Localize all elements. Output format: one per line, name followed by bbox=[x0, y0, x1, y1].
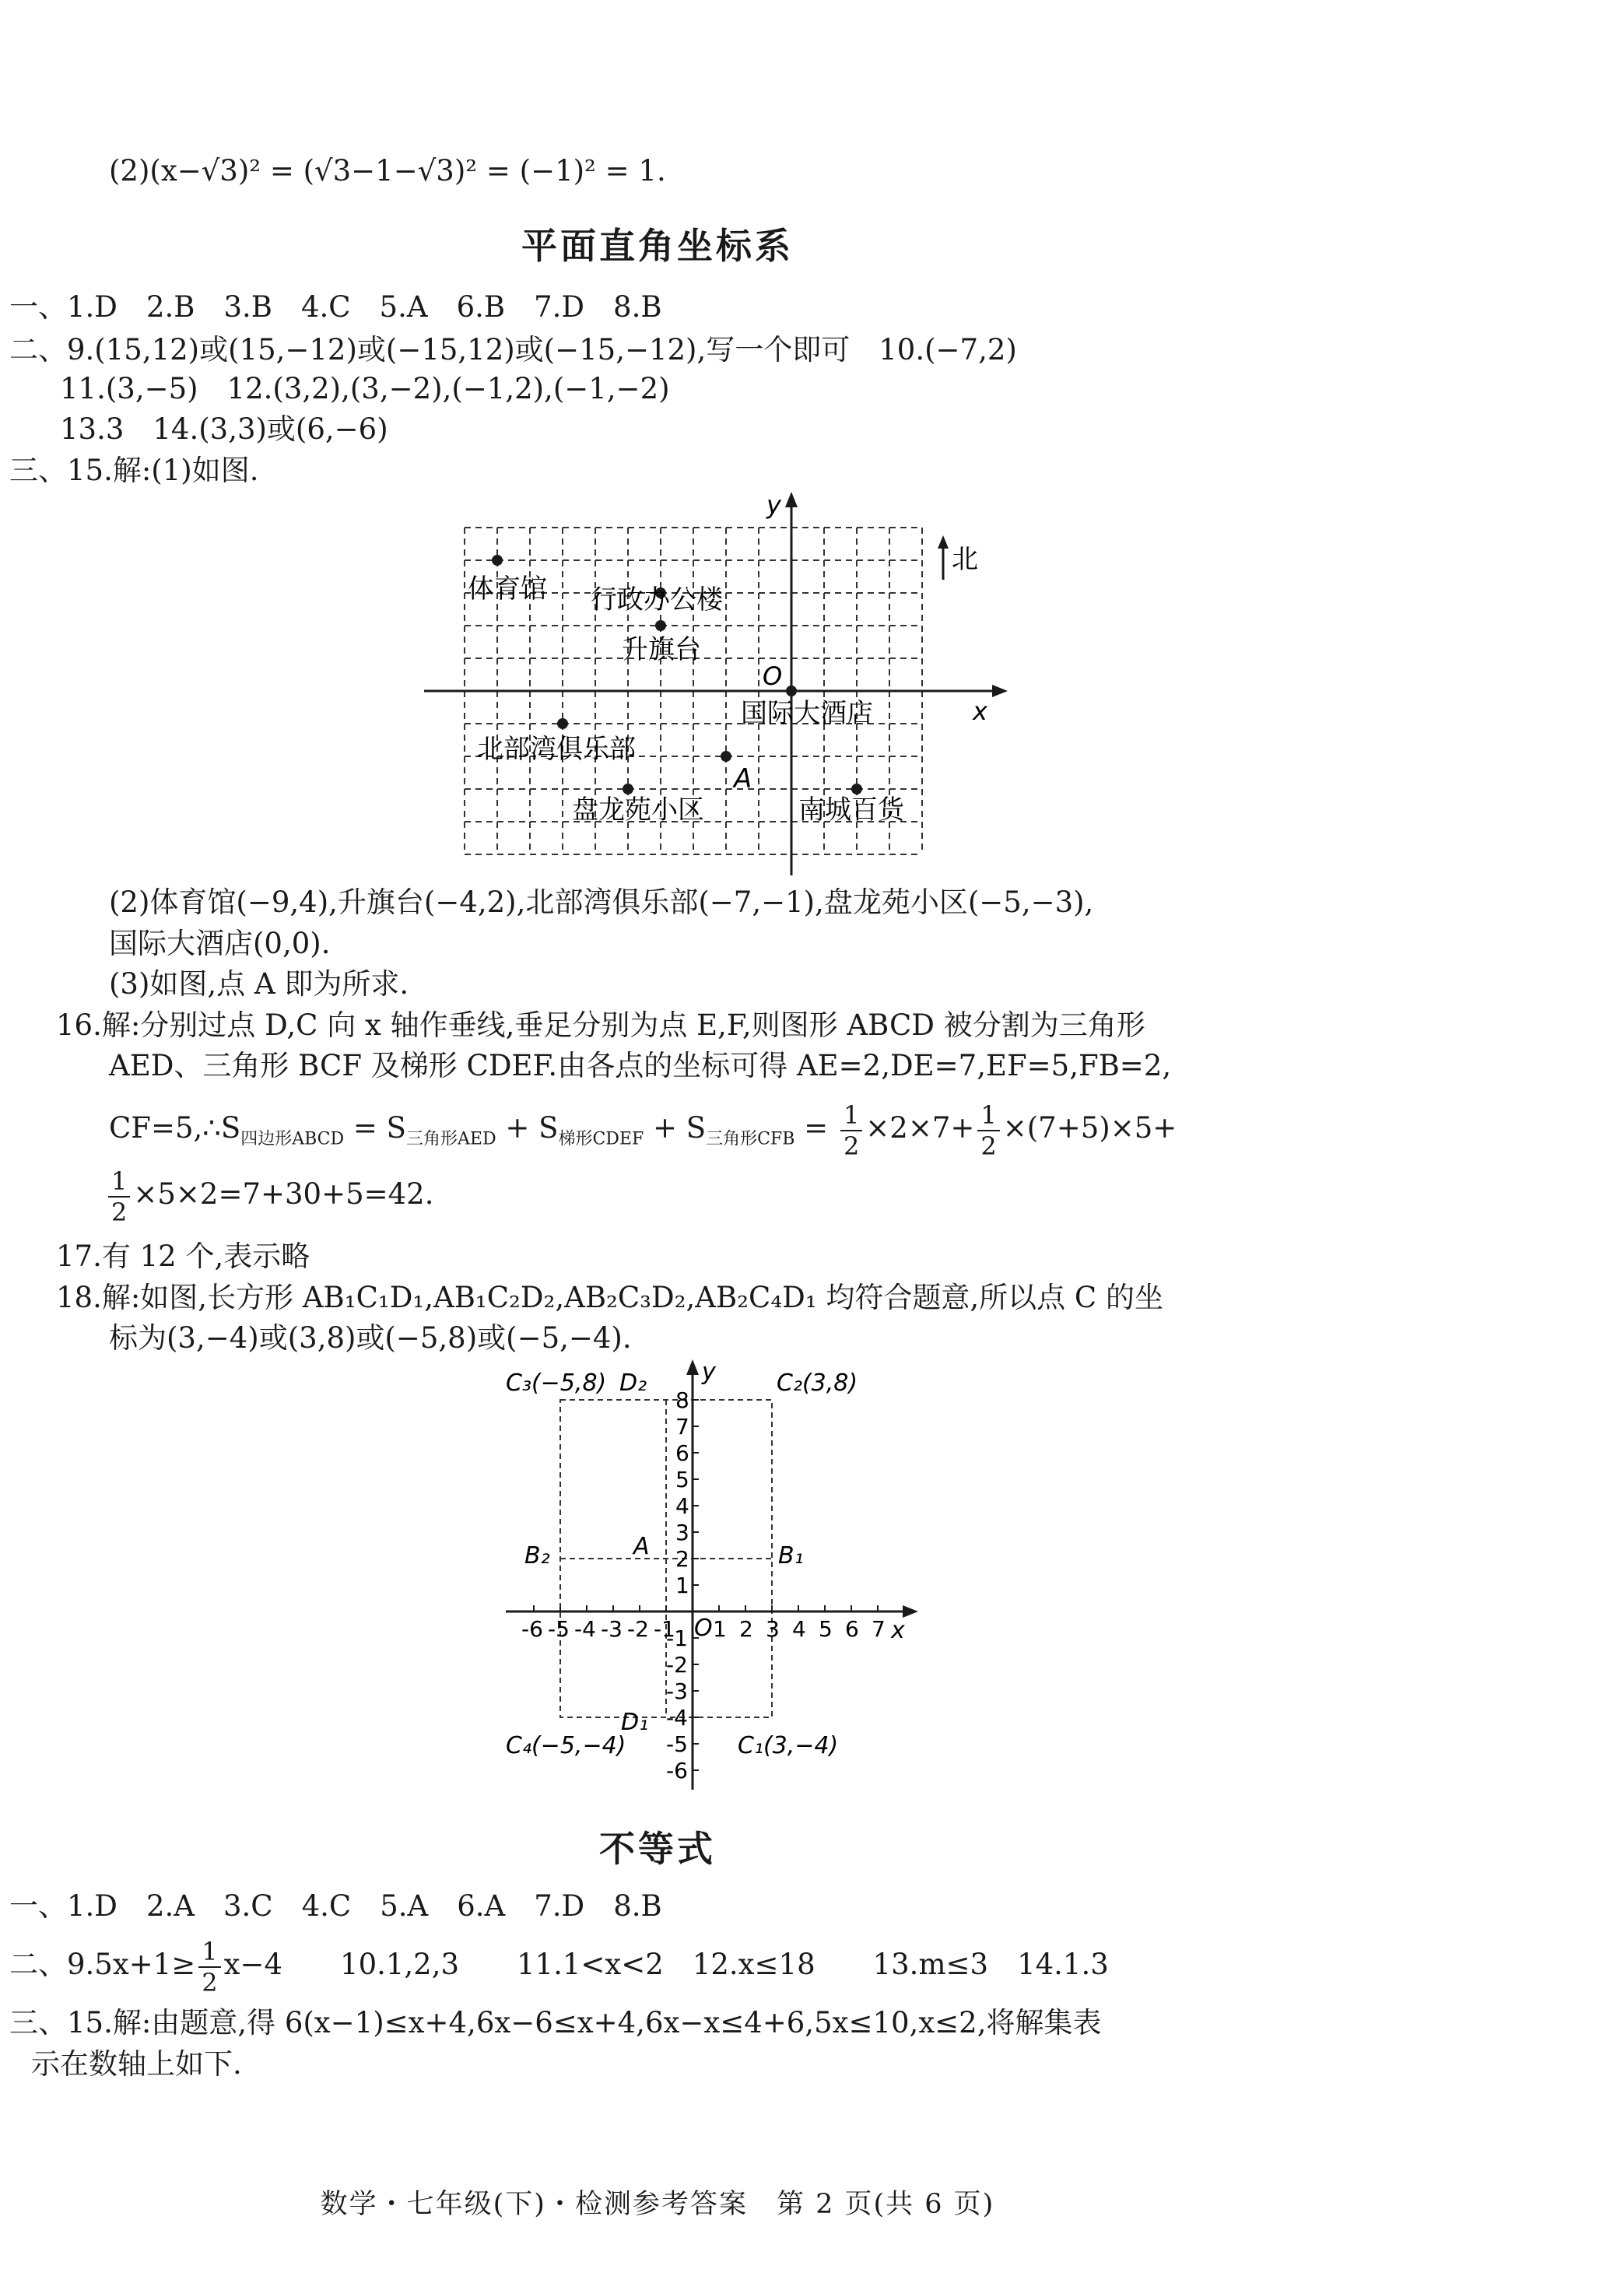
north-arrowhead-icon bbox=[938, 535, 949, 549]
map-place-label: 盘龙苑小区 bbox=[572, 794, 704, 826]
graph-ticks bbox=[521, 1387, 886, 1783]
graph-x-tick-label: 1 bbox=[713, 1616, 727, 1642]
answer-line: 一、1.D 2.B 3.B 4.C 5.A 6.B 7.D 8.B bbox=[9, 290, 662, 324]
graph-x-tick-label: 2 bbox=[739, 1616, 753, 1642]
formula-text: 二、9.5x+1≥ bbox=[9, 1948, 196, 1981]
map-place-dot bbox=[721, 751, 731, 762]
answer-line: 三、15.解:由题意,得 6(x−1)≤x+4,6x−6≤x+4,6x−x≤4+6,5x≤10,x≤2,将解集表 bbox=[9, 2006, 1102, 2039]
graph-x-tick-label: -2 bbox=[627, 1616, 649, 1642]
graph-point-label: C₂(3,8) bbox=[777, 1369, 858, 1397]
map-place-dot bbox=[655, 620, 666, 631]
graph-point-label: D₁ bbox=[621, 1709, 649, 1736]
answer-line: 18.解:如图,长方形 AB₁C₁D₁,AB₁C₂D₂,AB₂C₃D₂,AB₂C₄D₁ 均符合题意,所以点 C 的坐 bbox=[56, 1281, 1163, 1314]
formula-subscript: 三角形CFB bbox=[706, 1129, 795, 1149]
graph-x-tick-label: -4 bbox=[574, 1616, 596, 1642]
formula-subscript: 梯形CDEF bbox=[558, 1129, 644, 1149]
fraction-numerator: 1 bbox=[977, 1103, 999, 1131]
answer-line: 11.(3,−5) 12.(3,2),(3,−2),(−1,2),(−1,−2) bbox=[31, 372, 670, 405]
formula-text: + S bbox=[644, 1111, 707, 1145]
map-y-label: y bbox=[766, 490, 781, 520]
formula-text: = S bbox=[344, 1111, 406, 1145]
graph-x-tick-label: 6 bbox=[845, 1616, 859, 1642]
fraction bbox=[108, 1166, 130, 1227]
formula-subscript: 三角形AED bbox=[406, 1129, 496, 1149]
section-title-inequality: 不等式 bbox=[599, 1828, 716, 1870]
section-title-coordinates: 平面直角坐标系 bbox=[521, 225, 794, 267]
graph-x-label: x bbox=[891, 1617, 905, 1644]
campus-map-figure bbox=[412, 490, 1035, 879]
graph-point-label: B₂ bbox=[524, 1542, 550, 1569]
formula-text: ×2×7+ bbox=[865, 1111, 975, 1145]
answer-line: (2)体育馆(−9,4),升旗台(−4,2),北部湾俱乐部(−7,−1),盘龙苑小区(−5,−3), bbox=[109, 886, 1094, 919]
map-place-dot bbox=[492, 555, 503, 566]
fraction-numerator: 1 bbox=[840, 1103, 862, 1131]
answer-line: 一、1.D 2.A 3.C 4.C 5.A 6.A 7.D 8.B bbox=[9, 1889, 662, 1923]
formula-text: = bbox=[794, 1111, 829, 1145]
graph-y-tick-label: -6 bbox=[666, 1758, 688, 1783]
map-place-label: 行政办公楼 bbox=[591, 584, 723, 615]
formula-line bbox=[9, 1934, 1109, 1996]
graph-x-tick-label: -3 bbox=[601, 1616, 623, 1642]
answer-line: 示在数轴上如下. bbox=[31, 2047, 242, 2081]
formula-text: + S bbox=[496, 1111, 559, 1145]
formula-text: CF=5,∴S bbox=[109, 1111, 241, 1145]
graph-origin-label: O bbox=[694, 1615, 713, 1642]
graph-point-label: C₄(−5,−4) bbox=[506, 1732, 626, 1759]
graph-x-tick-label: 4 bbox=[792, 1616, 806, 1642]
graph-y-tick-label: 7 bbox=[675, 1414, 689, 1440]
answer-line: (3)如图,点 A 即为所求. bbox=[109, 967, 409, 1001]
graph-y-tick-label: -1 bbox=[666, 1625, 688, 1651]
map-place-label: 国际大酒店 bbox=[741, 698, 873, 729]
formula-subscript: 四边形ABCD bbox=[240, 1129, 345, 1149]
graph-x-arrow bbox=[903, 1605, 918, 1618]
formula-line bbox=[105, 1163, 433, 1226]
graph-y-tick-label: 4 bbox=[675, 1493, 689, 1519]
map-origin-label: O bbox=[763, 661, 783, 691]
formula-text: ×(7+5)×5+ bbox=[1002, 1111, 1177, 1145]
map-place-label: A bbox=[734, 763, 752, 794]
graph-y-tick-label: 6 bbox=[675, 1440, 689, 1466]
graph-point-label: A bbox=[633, 1533, 650, 1560]
graph-y-tick-label: 5 bbox=[675, 1467, 689, 1492]
coordinate-graph-figure bbox=[498, 1358, 934, 1809]
map-place-label: 升旗台 bbox=[622, 634, 701, 665]
fraction bbox=[977, 1099, 999, 1161]
map-place-dot bbox=[851, 784, 862, 794]
graph-y-tick-label: -2 bbox=[666, 1652, 688, 1678]
map-place-label: 体育馆 bbox=[468, 573, 547, 605]
graph-y-tick-label: 8 bbox=[675, 1387, 689, 1413]
answer-line: 二、9.(15,12)或(15,−12)或(−15,12)或(−15,−12),写一个即可 10.(−7,2) bbox=[9, 333, 1017, 366]
graph-x-tick-label: -1 bbox=[654, 1616, 675, 1642]
graph-y-arrow bbox=[686, 1359, 699, 1375]
top-line: (2)(x−√3)² = (√3−1−√3)² = (−1)² = 1. bbox=[109, 154, 666, 188]
graph-y-tick-label: -5 bbox=[666, 1731, 688, 1757]
answer-line: 13.3 14.(3,3)或(6,−6) bbox=[31, 412, 388, 446]
formula-line bbox=[109, 1097, 1177, 1170]
graph-point-label: B₁ bbox=[778, 1542, 804, 1569]
graph-y-tick-label: 3 bbox=[675, 1520, 689, 1545]
graph-x-tick-label: -5 bbox=[548, 1616, 570, 1642]
graph-x-tick-label: 3 bbox=[766, 1616, 780, 1642]
answer-line: 国际大酒店(0,0). bbox=[109, 927, 331, 960]
answer-line: 标为(3,−4)或(3,8)或(−5,8)或(−5,−4). bbox=[109, 1321, 632, 1355]
graph-y-tick-label: 1 bbox=[675, 1573, 689, 1598]
map-place-label: 南城百货 bbox=[798, 794, 904, 826]
graph-point-label: C₃(−5,8) bbox=[506, 1369, 607, 1397]
map-x-label: x bbox=[973, 696, 987, 726]
graph-y-label: y bbox=[702, 1359, 716, 1386]
fraction-numerator: 1 bbox=[198, 1939, 220, 1968]
map-place-dot bbox=[786, 686, 797, 696]
graph-y-tick-label: -3 bbox=[666, 1678, 688, 1704]
page-footer: 数学・七年级(下)・检测参考答案 第 2 页(共 6 页) bbox=[320, 2189, 995, 2220]
fraction bbox=[198, 1936, 220, 1997]
graph-point-label: C₁(3,−4) bbox=[738, 1732, 839, 1759]
answer-line: 三、15.解:(1)如图. bbox=[9, 454, 259, 487]
graph-point-label: D₂ bbox=[619, 1369, 647, 1397]
fraction-denominator: 2 bbox=[202, 1967, 218, 1997]
graph-y-tick-label: 2 bbox=[675, 1546, 689, 1572]
map-place-dot bbox=[623, 784, 633, 794]
formula-text: x−4 10.1,2,3 11.1<x<2 12.x≤18 13.m≤3 14.1.3 bbox=[223, 1948, 1109, 1981]
fraction-numerator: 1 bbox=[108, 1169, 130, 1198]
north-label: 北 bbox=[952, 544, 978, 575]
map-place-label: 北部湾俱乐部 bbox=[477, 734, 636, 765]
fraction-denominator: 2 bbox=[980, 1131, 997, 1161]
answer-line: 16.解:分别过点 D,C 向 x 轴作垂线,垂足分别为点 E,F,则图形 ABCD 被分割为三角形 bbox=[56, 1008, 1145, 1042]
fraction bbox=[840, 1099, 862, 1161]
answer-line: AED、三角形 BCF 及梯形 CDEF.由各点的坐标可得 AE=2,DE=7,EF=5,FB=2, bbox=[109, 1049, 1172, 1082]
formula-text: ×5×2=7+30+5=42. bbox=[133, 1177, 434, 1211]
graph-x-tick-label: 5 bbox=[819, 1616, 833, 1642]
fraction-denominator: 2 bbox=[843, 1131, 860, 1161]
fraction-denominator: 2 bbox=[111, 1197, 128, 1227]
map-y-arrow bbox=[785, 492, 798, 507]
graph-x-tick-label: -6 bbox=[521, 1616, 543, 1642]
map-x-arrow bbox=[992, 685, 1008, 697]
map-place-dot bbox=[557, 718, 568, 729]
graph-x-tick-label: 7 bbox=[872, 1616, 886, 1642]
answer-line: 17.有 12 个,表示略 bbox=[56, 1240, 310, 1273]
graph-y-tick-label: -4 bbox=[666, 1705, 688, 1731]
